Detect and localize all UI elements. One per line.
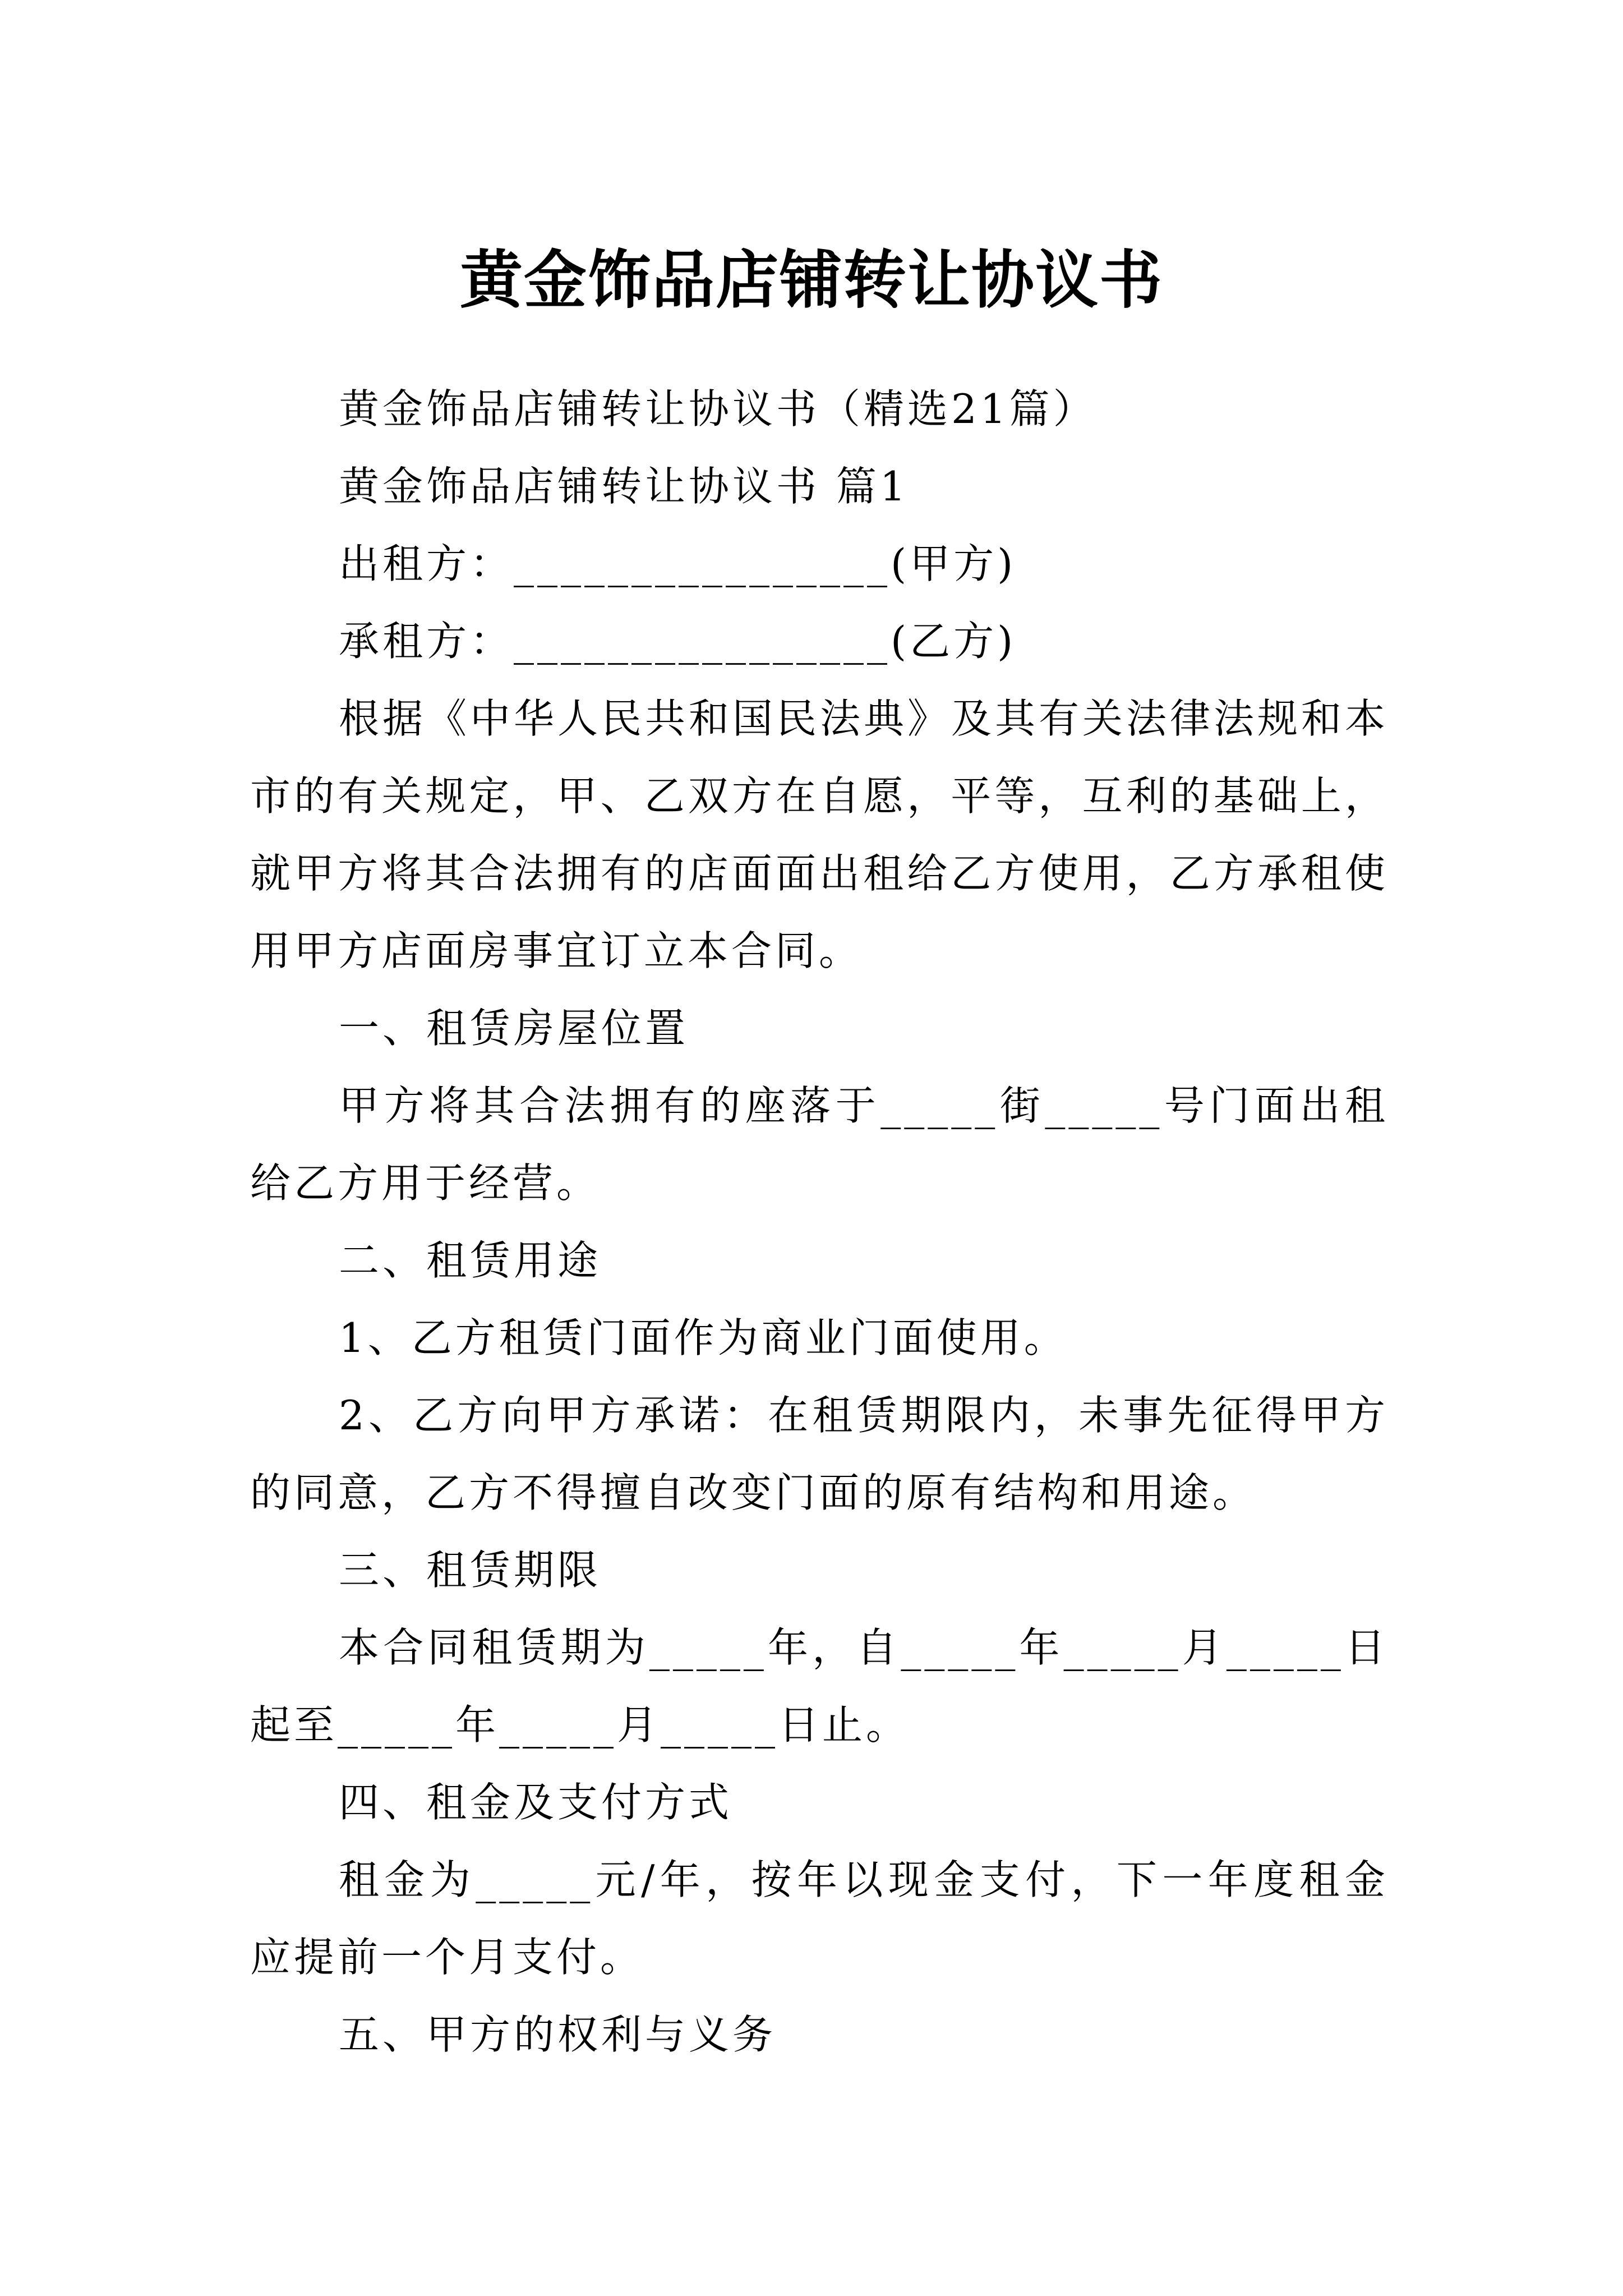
section-heading-location: 一、租赁房屋位置 (339, 1005, 689, 1052)
paragraph-purpose-2: 2、乙方向甲方承诺：在租赁期限内，未事先征得甲方的同意，乙方不得擅自改变门面的原有结构和用途。 (250, 1392, 1389, 1516)
document-body (250, 370, 1389, 2073)
paragraph-collection-title: 黄金饰品店铺转让协议书（精选21篇） (339, 385, 1097, 432)
section-heading-lessor-rights: 五、甲方的权利与义务 (339, 2011, 777, 2058)
section-heading-term: 三、租赁期限 (339, 1547, 602, 1594)
paragraph-rent: 租金为_____元/年，按年以现金支付，下一年度租金应提前一个月支付。 (250, 1856, 1389, 1981)
paragraph-preamble: 根据《中华人民共和国民法典》及其有关法律法规和本市的有关规定，甲、乙双方在自愿，平等，互利的基础上，就甲方将其合法拥有的店面面出租给乙方使用，乙方承租使用甲方店面房事宜订立本合同。 (250, 695, 1389, 974)
paragraph-term: 本合同租赁期为_____年，自_____年_____月_____日起至_____年_____月_____日止。 (250, 1624, 1389, 1749)
section-heading-rent: 四、租金及支付方式 (339, 1779, 733, 1826)
paragraph-lessor: 出租方：________________(甲方) (339, 540, 1017, 587)
paragraph-lessee: 承租方：________________(乙方) (339, 618, 1017, 665)
section-heading-purpose: 二、租赁用途 (339, 1237, 602, 1284)
paragraph-purpose-1: 1、乙方租赁门面作为商业门面使用。 (339, 1314, 1068, 1361)
paragraph-location: 甲方将其合法拥有的座落于_____街_____号门面出租给乙方用于经营。 (250, 1082, 1389, 1207)
paragraph-article-heading: 黄金饰品店铺转让协议书 篇1 (339, 463, 909, 510)
document-title: 黄金饰品店铺转让协议书 (460, 243, 1163, 318)
